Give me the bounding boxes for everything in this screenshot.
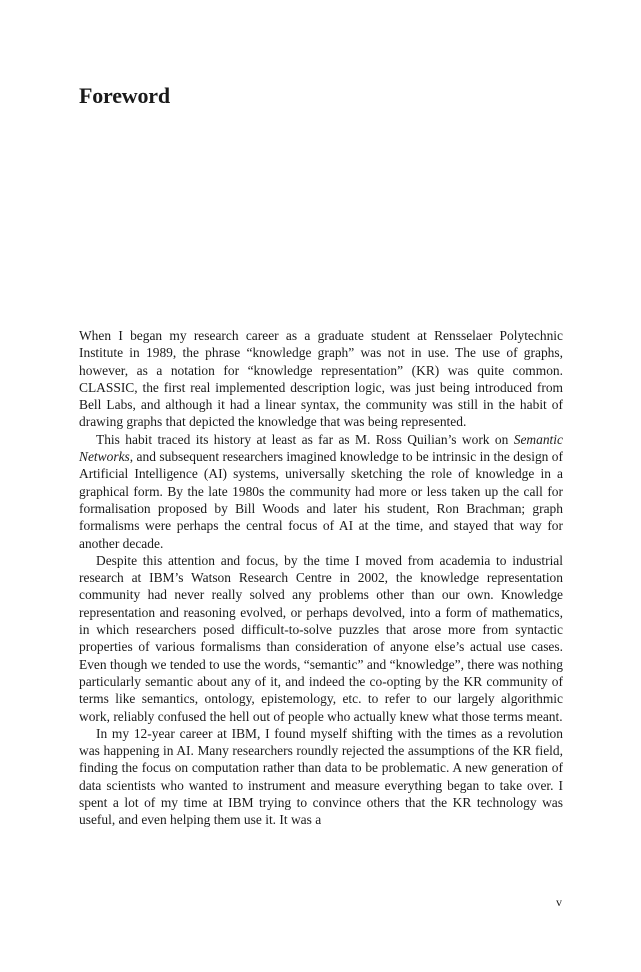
paragraph-1-text: When I began my research career as a graduate student at Rensselaer Polytechnic Institute in 1989, the phrase “knowledge graph” was not in use. The use of graphs, however, as a notation for “knowledge representation” (KR) was quite common. CLASSIC, the first real implemented description logic, was just being introduced from Bell Labs, and although it had a linear syntax, the community was still in the habit of drawing graphs that depicted the knowledge that was being represented. [79,328,563,430]
semantic-networks-title: Semantic Networks [79,431,563,465]
page-number: v [556,895,562,909]
foreword-body [79,327,563,829]
paragraph-3-text: Despite this attention and focus, by the time I moved from academia to industrial research at IBM’s Watson Research Centre in 2002, the knowledge representation community had never really solved any problems other than our own. Knowledge representation and reasoning evolved, or perhaps devolved, into a form of mathematics, in which researchers posed difficult-to-solve puzzles that arose more from syntactic properties of various formalisms than consideration of anyone else’s actual use cases. Even though we tended to use the words, “semantic” and “knowledge”, there was nothing particularly semantic about any of it, and indeed the co-opting by the KR community of terms like semantics, ontology, epistemology, etc. to refer to our largely algorithmic work, reliably confused the hell out of people who actually knew what those terms meant. [79,552,563,724]
paragraph-1 [79,327,563,431]
paragraph-2-text-a: This habit traced its history at least as far as M. Ross Quilian’s work on [96,431,514,447]
paragraph-3 [79,552,563,725]
chapter-heading: Foreword [79,83,170,108]
paragraph-4-text: In my 12-year career at IBM, I found myself shifting with the times as a revolution was happening in AI. Many researchers roundly rejected the assumptions of the KR field, finding the focus on computation rather than data to be problematic. A new generation of data scientists who wanted to instrument and measure everything began to take over. I spent a lot of my time at IBM trying to convince others that the KR technology was useful, and even helping them use it. It was a [79,725,563,828]
paragraph-2 [79,431,563,552]
paragraph-2-text-b: , and subsequent researchers imagined knowledge to be intrinsic in the design of Artificial Intelligence (AI) systems, universally sketching the role of knowledge in a graphical form. By the late 1980s the community had more or less taken up the call for formalisation proposed by Bill Woods and later his student, Ron Brachman; graph formalisms were perhaps the central focus of AI at the time, and stayed that way for another decade. [79,449,563,551]
paragraph-4 [79,725,563,829]
